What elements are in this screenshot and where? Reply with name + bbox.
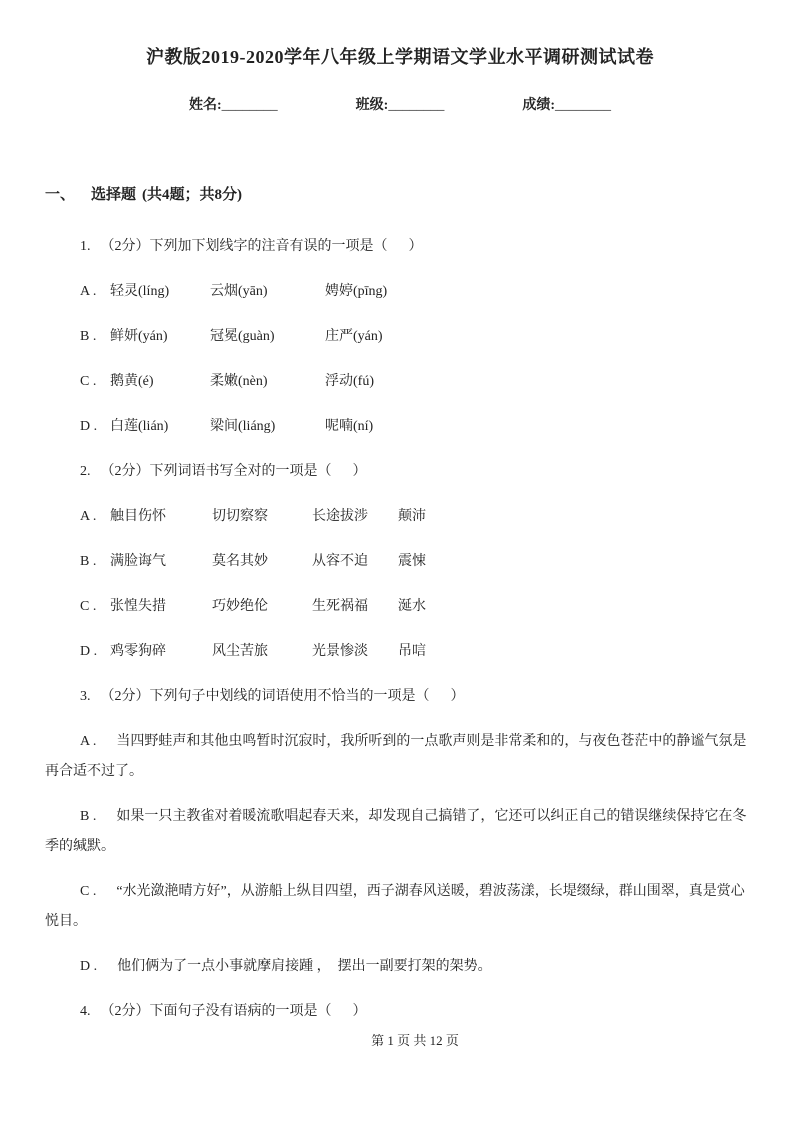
question-text: （2分）下列句子中划线的词语使用不恰当的一项是（ ） [100,689,465,704]
option-item: 张惶失措 [110,599,166,614]
page-title: 沪教版2019-2020学年八年级上学期语文学业水平调研测试试卷 [146,47,654,67]
option-label: D . [80,644,98,659]
question-text: （2分）下面句子没有语病的一项是（ ） [100,1004,367,1019]
option-text: “水光潋滟晴方好”，从游船上纵目四望，西子湖春风送暖，碧波荡漾，长堤缀绿，群山围翠，真是赏心悦目。 [45,884,745,929]
score-field [522,96,611,116]
option-item: 云烟(yān) [210,284,268,299]
question-1-option-c [45,367,755,397]
option-label: B . [80,809,97,824]
score-label: 成绩: [522,98,555,113]
section-heading [45,184,800,206]
question-2-option-c [45,592,755,622]
option-item: 鸡零狗碎 [110,644,166,659]
question-3-option-b [45,802,755,862]
question-number: 2. [80,464,91,479]
option-item: 白莲(lián) [110,419,169,434]
question-2-stem [45,457,755,487]
option-item: 梁间(liáng) [210,419,276,434]
question-2-option-d [45,637,755,667]
option-item: 从容不迫 [312,554,368,569]
option-item: 冠冕(guàn) [210,329,275,344]
question-2-option-a [45,502,755,532]
option-item: 吊唁 [398,644,426,659]
question-3-option-d [45,952,755,982]
name-label: 姓名: [188,98,222,113]
option-item: 莫名其妙 [212,554,268,569]
option-item: 娉婷(pīng) [325,284,388,299]
option-item: 颠沛 [398,509,426,524]
question-number: 3. [80,689,91,704]
option-item: 庄严(yán) [325,329,383,344]
option-item: 轻灵(líng) [110,284,170,299]
question-1-option-b [45,322,755,352]
class-label: 班级: [355,98,389,113]
question-number: 1. [80,239,91,254]
option-label: B . [80,554,97,569]
question-3-option-c [45,877,755,937]
option-label: D . [80,419,98,434]
option-item: 震悚 [398,554,426,569]
name-field [189,96,278,116]
option-item: 柔嫩(nèn) [210,374,268,389]
option-label: C . [80,884,97,899]
option-item: 切切察察 [212,509,268,524]
question-text: （2分）下列词语书写全对的一项是（ ） [100,464,367,479]
option-text: 当四野蛙声和其他虫鸣暂时沉寂时，我所听到的一点歌声则是非常柔和的，与夜色苍茫中的静谧气氛是再合适不过了。 [45,734,747,779]
question-text: （2分）下列加下划线字的注音有误的一项是（ ） [100,239,423,254]
option-item: 巧妙绝伦 [212,599,268,614]
question-4-stem [45,997,755,1027]
option-label: A . [80,284,97,299]
section-meta: (共4题；共8分) [142,187,243,203]
class-blank: ________ [388,98,445,113]
name-blank: ________ [221,98,278,113]
option-item: 满脸诲气 [110,554,166,569]
header-fields [0,96,800,116]
question-2-option-b [45,547,755,577]
question-1-stem [45,232,755,262]
class-field [356,96,445,116]
option-label: C . [80,599,97,614]
option-label: A . [80,734,97,749]
option-text: 他们俩为了一点小事就摩肩接踵 ， 摆出一副要打架的架势。 [117,959,492,974]
option-text: 如果一只主教雀对着暖流歌唱起春天来，却发现自己搞错了，它还可以纠正自己的错误继续保持它在冬季的缄默。 [45,809,747,854]
option-item: 鹅黄(é) [110,374,154,389]
option-item: 光景惨淡 [312,644,368,659]
option-item: 风尘苦旅 [212,644,268,659]
question-3-option-a [45,727,755,787]
score-blank: ________ [555,98,611,113]
option-item: 呢喃(ní) [325,419,374,434]
option-label: B . [80,329,97,344]
section-title: 选择题 [91,187,137,203]
option-item: 生死祸福 [312,599,368,614]
option-item: 浮动(fú) [325,374,374,389]
option-item: 触目伤怀 [110,509,166,524]
option-label: C . [80,374,97,389]
option-item: 鲜妍(yán) [110,329,168,344]
option-item: 涎水 [398,599,426,614]
question-1-option-a [45,277,755,307]
option-label: A . [80,509,97,524]
option-item: 长途拔涉 [312,509,368,524]
question-3-stem [45,682,755,712]
questions-area [45,232,755,1027]
section-number: 一、 [45,187,76,203]
option-label: D . [80,959,98,974]
question-1-option-d [45,412,755,442]
page-number-footer: 第 1 页 共 12 页 [371,1033,459,1048]
question-number: 4. [80,1004,91,1019]
